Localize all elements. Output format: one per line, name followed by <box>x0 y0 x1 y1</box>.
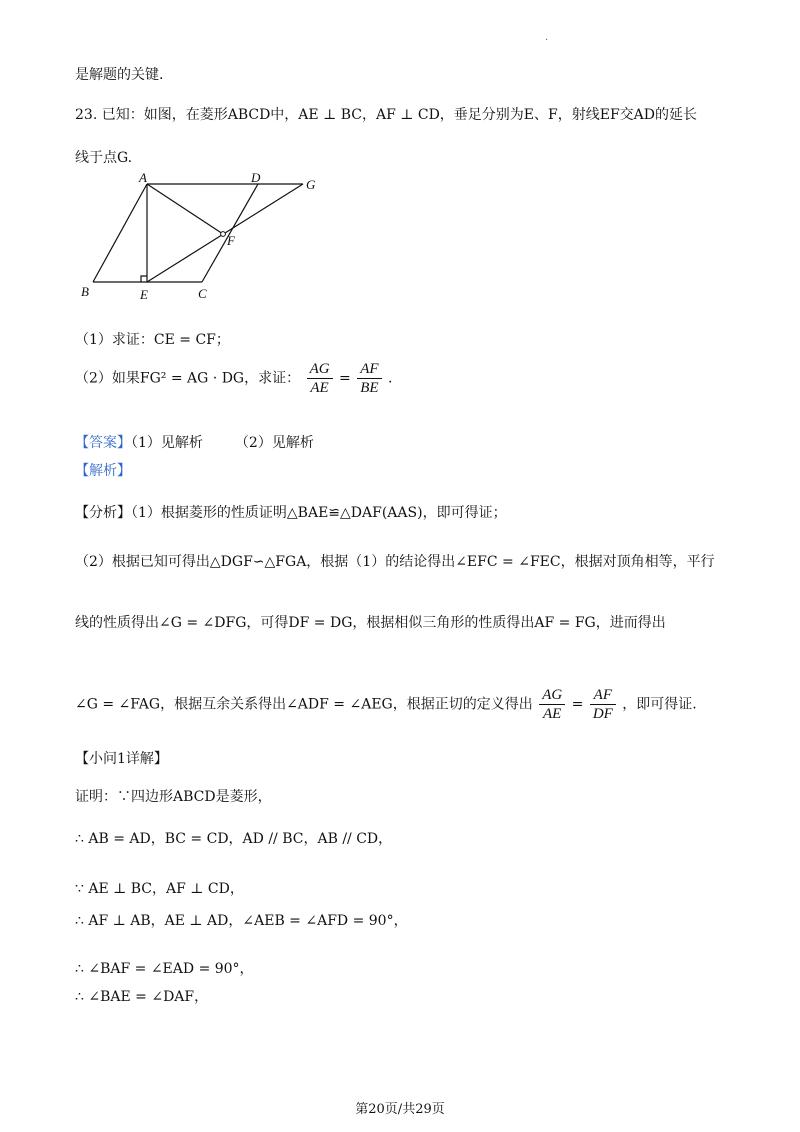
fraction-af-be: $\frac{AF}{BE}$ <box>357 360 381 397</box>
analysis-line-4-prefix: ∠G = ∠FAG，根据互余关系得出∠ADF = ∠AEG，根据正切的定义得出 <box>75 696 533 713</box>
proof-line-3: ∵ AE ⊥ BC，AF ⊥ CD， <box>75 881 244 897</box>
analysis-line-2: （2）根据已知可得出△DGF∽△FGA，根据（1）的结论得出∠EFC = ∠FEC，根据对顶角相等，平行 <box>75 554 715 570</box>
part-2: （2）如果FG² = AG · DG，求证： $\frac{AG}{AE}$ = $\frac{AF}{BE}$ . <box>75 361 393 396</box>
label-g: G <box>306 177 316 192</box>
proof-line-1: 证明：∵四边形ABCD是菱形， <box>75 789 272 805</box>
answer-1: （1）见解析 <box>131 435 203 451</box>
previous-text: 是解题的关键. <box>75 67 164 83</box>
label-f: F <box>227 233 235 248</box>
rhombus-figure <box>75 172 335 307</box>
label-d: D <box>251 172 261 185</box>
point-f-mark <box>221 232 226 237</box>
answer-line <box>75 432 314 452</box>
label-e: E <box>140 287 148 302</box>
part-1: （1）求证：CE = CF； <box>75 332 230 348</box>
sub-question-1-title: 【小问1详解】 <box>75 751 168 767</box>
analysis-line-1: 【分析】（1）根据菱形的性质证明△BAE≌△DAF(AAS)，即可得证； <box>75 505 507 521</box>
fraction-ag-ae-2: $\frac{AG}{AE}$ <box>539 686 565 723</box>
jiexi-label: 【解析】 <box>75 463 131 479</box>
segment-af <box>147 184 223 234</box>
part-2-prefix: （2）如果FG² = AG · DG，求证： <box>75 370 301 387</box>
proof-line-5: ∴ ∠BAF = ∠EAD = 90°， <box>75 961 254 977</box>
answer-label: 【答案】 <box>75 435 131 451</box>
question-line-2: 线于点G. <box>75 150 133 166</box>
equals-sign: = <box>339 370 351 387</box>
fraction-af-df: $\frac{AF}{DF}$ <box>590 686 616 723</box>
fraction-ag-ae: $\frac{AG}{AE}$ <box>307 360 333 397</box>
right-angle-mark <box>141 276 147 282</box>
proof-line-4: ∴ AF ⊥ AB，AE ⊥ AD，∠AEB = ∠AFD = 90°， <box>75 913 408 929</box>
page-footer: 第20页/共29页 <box>355 1102 445 1117</box>
side-ab <box>93 184 147 282</box>
analysis-line-3: 线的性质得出∠G = ∠DFG，可得DF = DG，根据相似三角形的性质得出AF = FG，进而得出 <box>75 615 666 631</box>
analysis-line-4: ∠G = ∠FAG，根据互余关系得出∠ADF = ∠AEG，根据正切的定义得出 $\frac{AG}{AE}$ = $\frac{AF}{DF}$ ，即可得证. <box>75 687 697 722</box>
scan-dot: . <box>545 32 549 43</box>
proof-line-6: ∴ ∠BAE = ∠DAF， <box>75 989 209 1005</box>
answer-2: （2）见解析 <box>234 435 314 451</box>
label-a: A <box>139 172 147 185</box>
label-c: C <box>198 286 207 301</box>
question-line-1: 23. 已知：如图，在菱形ABCD中，AE ⊥ BC，AF ⊥ CD，垂足分别为E、F，射线EF交AD的延长 <box>75 107 697 123</box>
label-b: B <box>81 284 89 299</box>
proof-line-2: ∴ AB = AD，BC = CD，AD // BC，AB // CD， <box>75 831 393 847</box>
